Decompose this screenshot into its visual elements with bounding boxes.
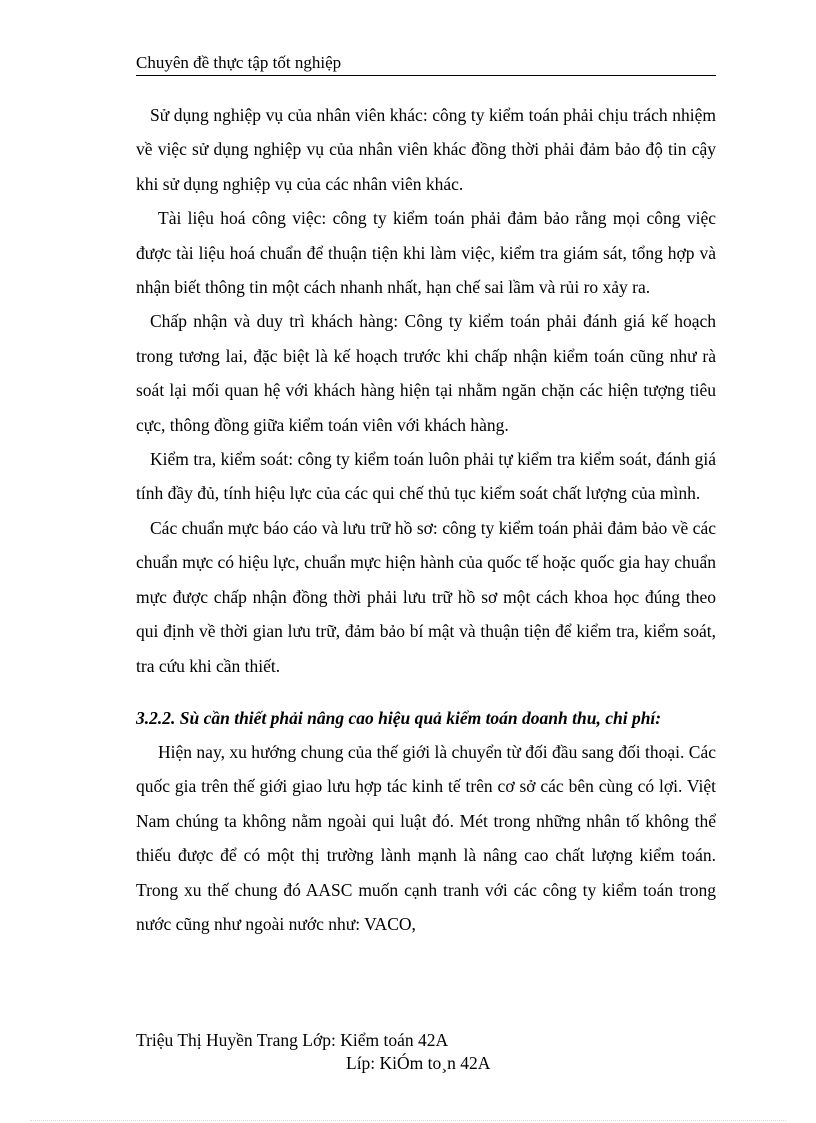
footer-class-line: Líp: KiÓm to¸n 42A xyxy=(346,1053,491,1073)
section-heading: 3.2.2. Sù cần thiết phải nâng cao hiệu quả kiểm toán doanh thu, chi phí: xyxy=(136,707,662,728)
section-paragraph: Hiện nay, xu hướng chung của thế giới là chuyển từ đối đầu sang đối thoại. Các quốc gia trên thế giới giao lưu hợp tác kinh tế trên cơ sở các bên cùng có lợi. Việt Nam chúng ta không nằm ngoài qui luật đó. Mét trong những nhân tố không thể thiếu được để có một thị trường lành mạnh là nâng cao chất lượng kiểm toán. Trong xu thế chung đó AASC muốn cạnh tranh với các công ty kiểm toán trong nước cũng như ngoài nước như: VACO, xyxy=(136,741,716,934)
page-header: Chuyên đề thực tập tốt nghiệp xyxy=(136,52,716,76)
page-bottom-divider xyxy=(30,1120,786,1121)
paragraph-reporting-standards: Các chuẩn mực báo cáo và lưu trữ hồ sơ: công ty kiểm toán phải đảm bảo về các chuẩn mực có hiệu lực, chuẩn mực hiện hành của quốc tế hoặc quốc gia hay chuẩn mực được chấp nhận đồng thời phải lưu trữ hồ sơ một cách khoa học đúng theo qui định về thời gian lưu trữ, đảm bảo bí mật và thuận tiện để kiểm tra, kiểm soát, tra cứu khi cần thiết. xyxy=(136,517,716,676)
paragraph-work-documentation: Tài liệu hoá công việc: công ty kiểm toán phải đảm bảo rằng mọi công việc được tài liệu hoá chuẩn để thuận tiện khi làm việc, kiểm tra giám sát, tổng hợp và nhận biết thông tin một cách nhanh nhất, hạn chế sai lầm và rủi ro xảy ra. xyxy=(136,208,716,298)
paragraph-using-other-staff: Sử dụng nghiệp vụ của nhân viên khác: công ty kiểm toán phải chịu trách nhiệm về việc sử dụng nghiệp vụ của nhân viên khác đồng thời phải đảm bảo độ tin cậy khi sử dụng nghiệp vụ của các nhân viên khác. xyxy=(136,105,716,194)
document-body xyxy=(136,98,716,941)
paragraph-inspection-control: Kiểm tra, kiểm soát: công ty kiểm toán luôn phải tự kiểm tra kiểm soát, đánh giá tính đầy đủ, tính hiệu lực của các qui chế thủ tục kiểm soát chất lượng của mình. xyxy=(136,449,716,504)
footer-author-line: Triệu Thị Huyền Trang Lớp: Kiểm toán 42A xyxy=(136,1030,449,1050)
paragraph-client-acceptance: Chấp nhận và duy trì khách hàng: Công ty kiểm toán phải đánh giá kế hoạch trong tương lai, đặc biệt là kế hoạch trước khi chấp nhận kiểm toán cũng như rà soát lại mối quan hệ với khách hàng hiện tại nhằm ngăn chặn các hiện tượng tiêu cực, thông đồng giữa kiểm toán viên với khách hàng. xyxy=(136,311,716,435)
